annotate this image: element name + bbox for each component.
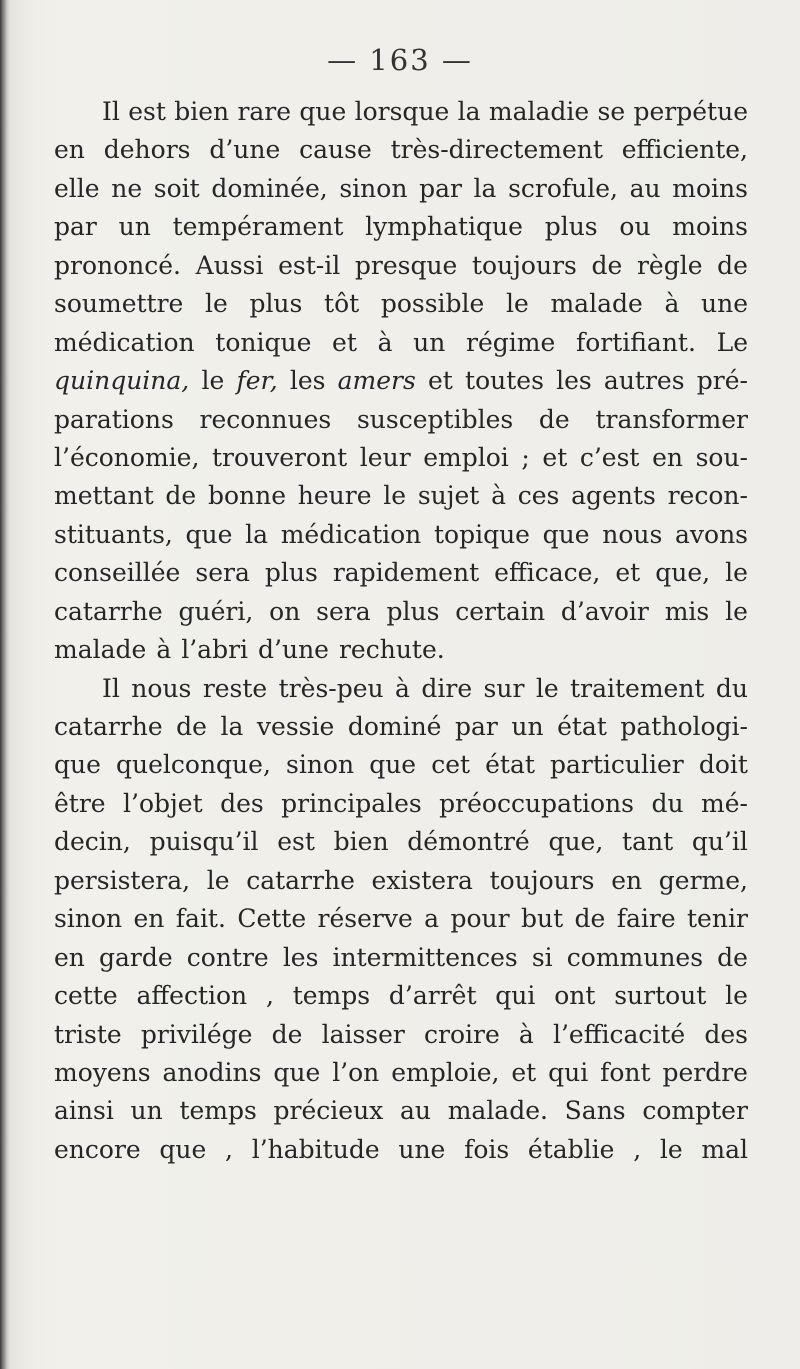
text-line: en garde contre les intermittences si communes de bbox=[54, 942, 748, 972]
text-line: en dehors d’une cause très-directement efficiente, bbox=[54, 135, 748, 165]
text-line: quinquina, le fer, les amers et toutes les autres pré- bbox=[54, 366, 748, 396]
page-binding-edge bbox=[0, 0, 10, 1369]
text-line: par un tempérament lymphatique plus ou moins bbox=[54, 212, 748, 242]
text-line: que quelconque, sinon que cet état particulier doit bbox=[54, 750, 748, 780]
text-line: malade à l’abri d’une rechute. bbox=[54, 635, 445, 665]
page-number: — 163 — bbox=[327, 43, 473, 77]
text-line: catarrhe de la vessie dominé par un état pathologi- bbox=[54, 712, 748, 741]
text-line: sinon en fait. Cette réserve a pour but de faire tenir bbox=[54, 904, 748, 934]
text-line: decin, puisqu’il est bien démontré que, tant qu’il bbox=[54, 827, 748, 857]
text-line: ainsi un temps précieux au malade. Sans compter bbox=[54, 1096, 748, 1126]
text-line: encore que , l’habitude une fois établie , le mal bbox=[54, 1134, 748, 1164]
text-line: triste privilége de laisser croire à l’efficacité des bbox=[54, 1019, 748, 1049]
text-line: Il nous reste très-peu à dire sur le traitement du bbox=[102, 673, 748, 703]
text-line: prononcé. Aussi est-il presque toujours de règle de bbox=[54, 250, 748, 280]
text-line: parations reconnues susceptibles de transformer bbox=[54, 404, 748, 434]
text-line: mettant de bonne heure le sujet à ces agents recon- bbox=[54, 481, 748, 511]
text-line: médication tonique et à un régime fortifiant. Le bbox=[54, 327, 748, 357]
text-line: soumettre le plus tôt possible le malade à une bbox=[54, 289, 748, 319]
text-line: persistera, le catarrhe existera toujours en germe, bbox=[54, 865, 748, 895]
text-line: Il est bien rare que lorsque la maladie se perpétue bbox=[102, 97, 748, 126]
body-text bbox=[54, 93, 748, 1169]
text-line: elle ne soit dominée, sinon par la scrofule, au moins bbox=[54, 173, 748, 203]
text-line: catarrhe guéri, on sera plus certain d’avoir mis le bbox=[54, 596, 748, 626]
text-line: conseillée sera plus rapidement efficace, et que, le bbox=[54, 558, 748, 588]
text-line: cette affection , temps d’arrêt qui ont surtout le bbox=[54, 981, 748, 1011]
text-line: être l’objet des principales préoccupations du mé- bbox=[54, 788, 748, 818]
text-line: stituants, que la médication topique que nous avons bbox=[54, 519, 748, 549]
text-line: moyens anodins que l’on emploie, et qui font perdre bbox=[54, 1057, 748, 1087]
text-line: l’économie, trouveront leur emploi ; et c’est en sou- bbox=[54, 442, 748, 472]
